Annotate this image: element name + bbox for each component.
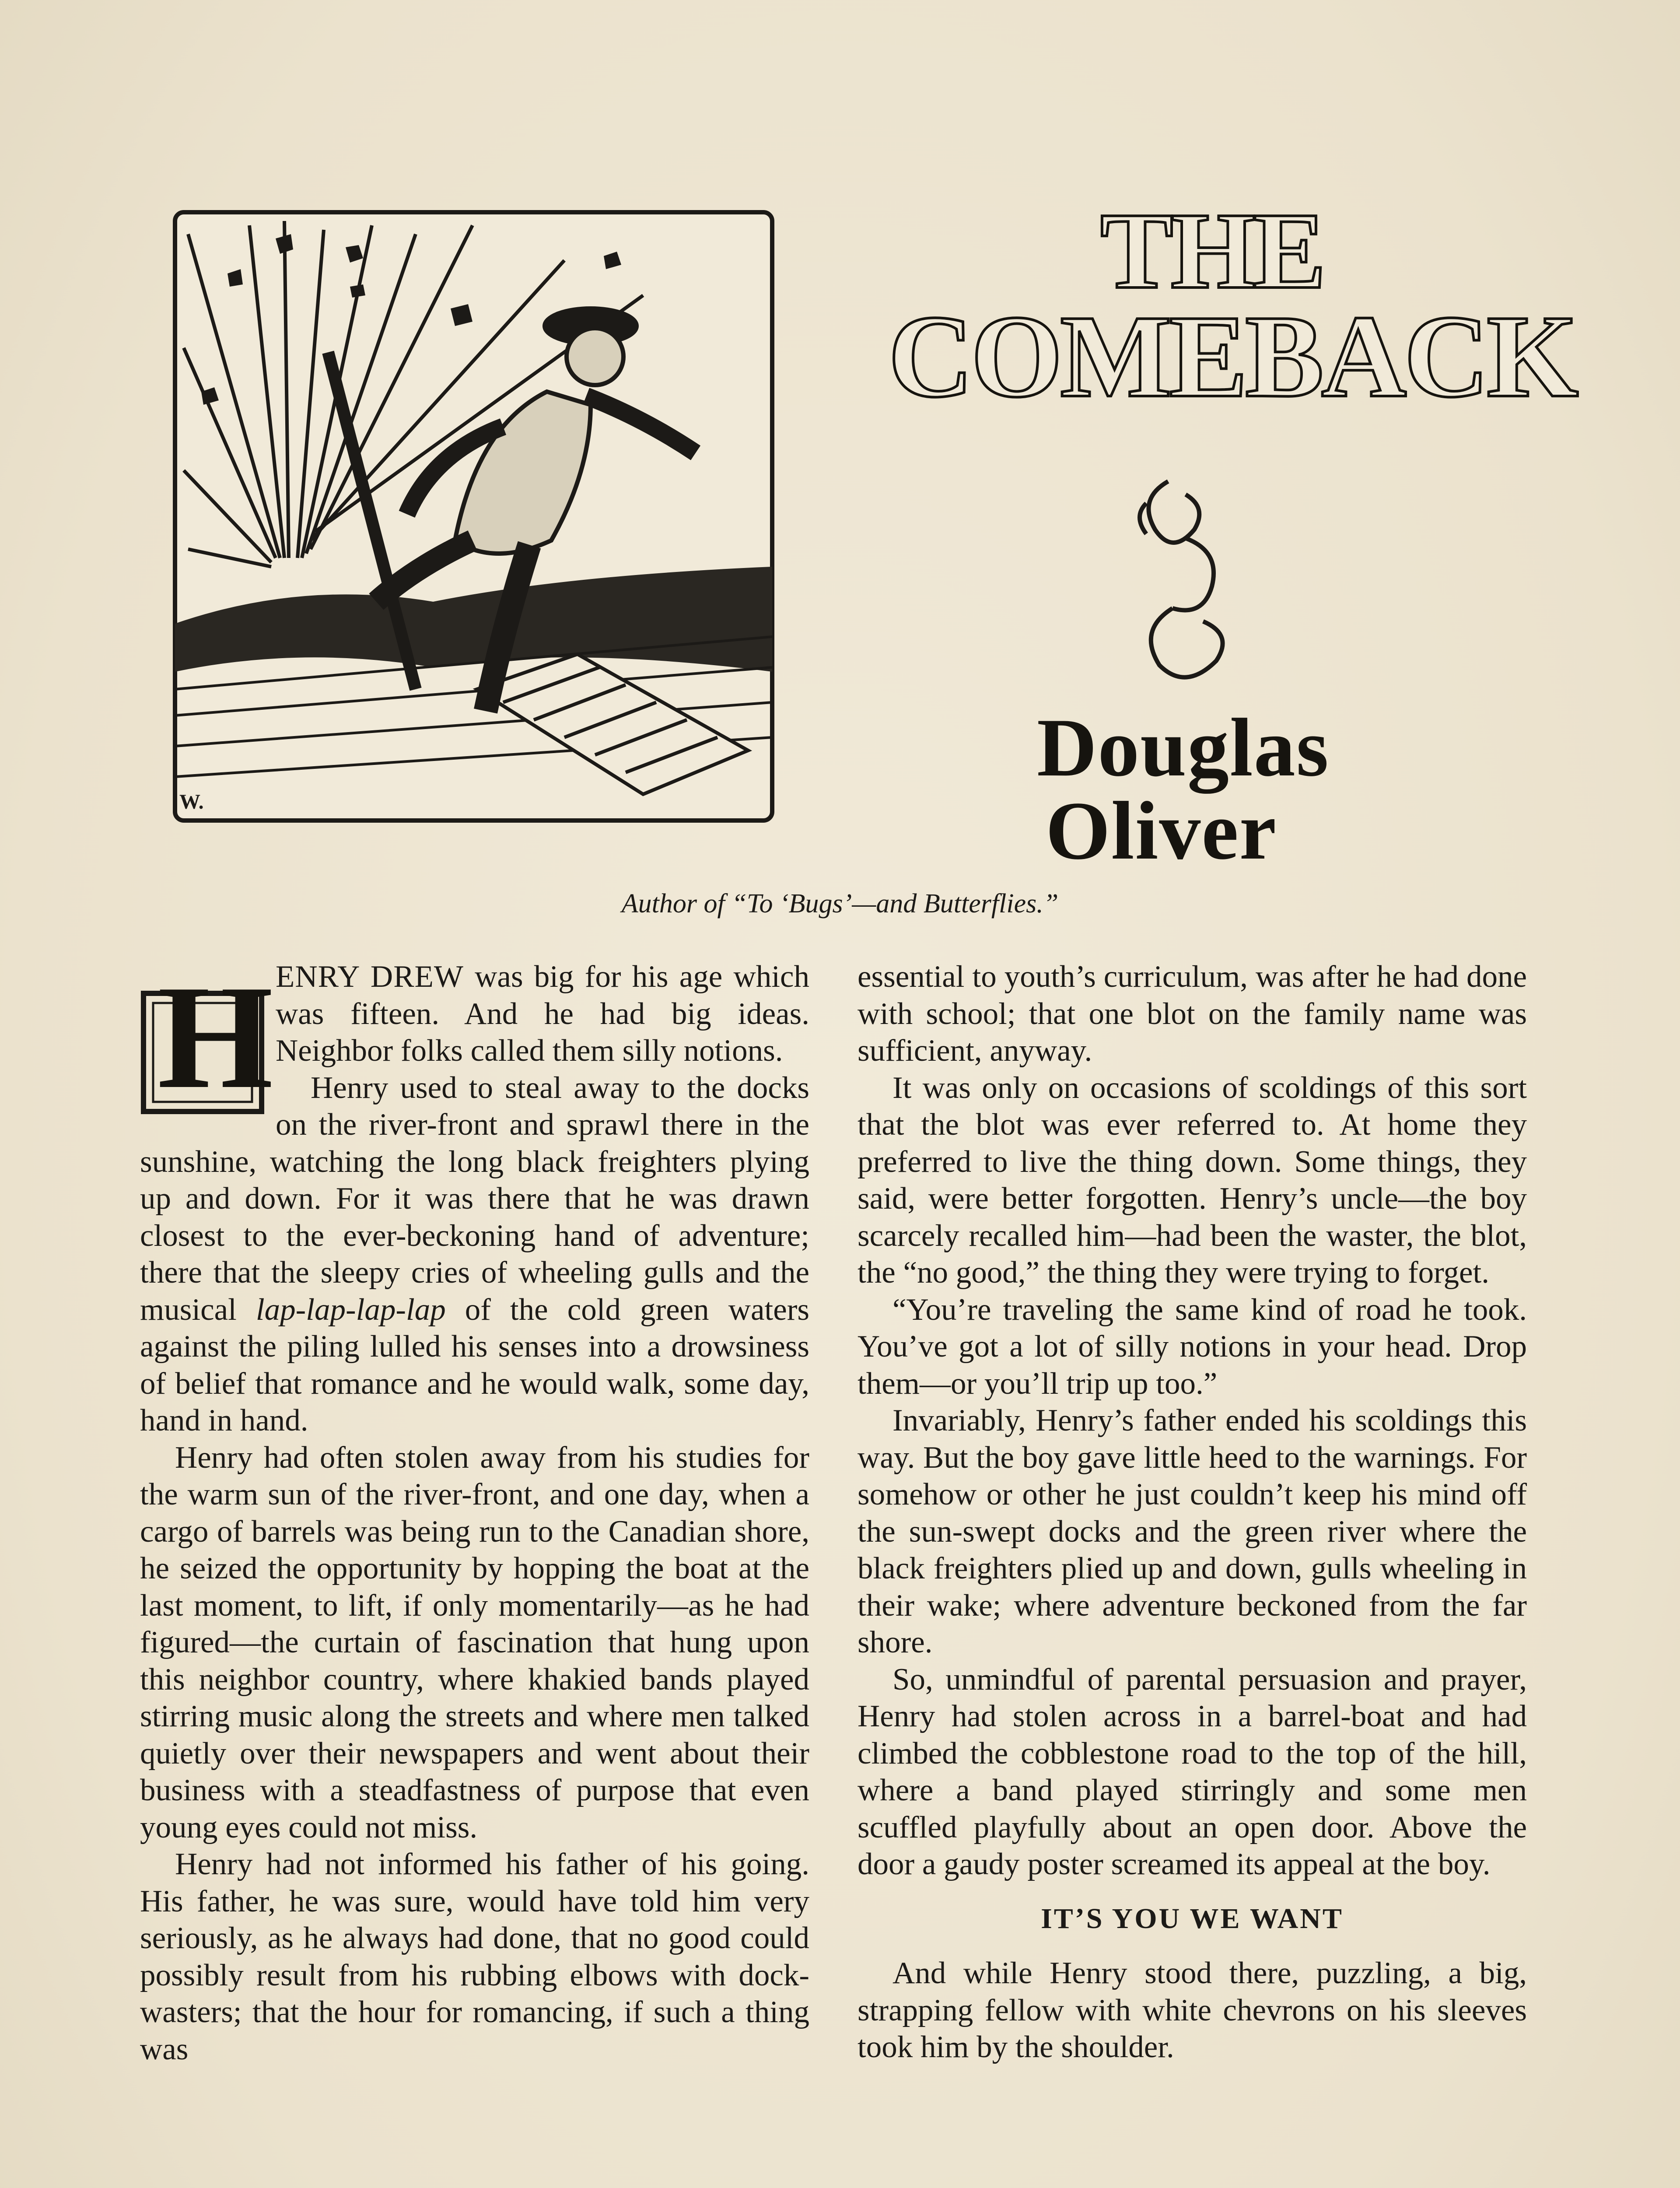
paragraph: Henry had often stolen away from his studies for the warm sun of the river-front, and one day, when a cargo of barrels was being run to the Canadian shore, he seized the opportunity by hopping the boat at the last moment, to lift, if only momentarily—as he had figured—the curtain of fascination that hung upon this neighbor country, where khakied bands played stirring music along the streets and where men talked quietly over their newspapers and went about their business with a steadfastness of purpose that even young eyes could not miss. <box>140 1440 809 1844</box>
soldier-illustration <box>171 208 777 825</box>
paragraph-text: Henry used to steal away to the docks on the river-front and sprawl there in the sunshine, watching the long black freighters plying up and down. For it was there that he was drawn closest to the ever-beckoning hand of adventure; there that the sleepy cries of wheeling gulls and the musical <box>140 1070 809 1327</box>
author-last-name: Oliver <box>1046 785 1278 877</box>
paragraph: “You’re traveling the same kind of road he took. You’ve got a lot of silly notions in your head. Drop them—or you’ll trip up too.” <box>858 1292 1527 1401</box>
title-line-1: THE <box>1100 190 1323 312</box>
article-column-right <box>858 958 1527 2066</box>
paragraph: So, unmindful of parental persuasion and prayer, Henry had stolen across in a barrel-boat and had climbed the cobblestone road to the top of the hill, where a band played stirringly and some men scuffled playfully about an open door. Above the door a gaudy poster screamed its appeal at the boy. <box>858 1662 1527 1881</box>
dropcap-letter: H <box>158 954 273 1119</box>
author-caption: Author of “To ‘Bugs’—and Butterflies.” <box>621 889 1059 919</box>
paragraph <box>140 1069 809 1439</box>
paragraph: Henry had not informed his father of his going. His father, he was sure, would have told him very seriously, as he always had done, that no good could possibly result from his rubbing elbows with dock-wasters; that the hour for romancing, if such a thing was <box>140 1847 809 2066</box>
paragraph: essential to youth’s curriculum, was after he had done with school; that one blot on the family name was sufficient, anyway. <box>858 960 1527 1068</box>
article-column-left <box>140 954 809 2068</box>
paragraph: It was only on occasions of scoldings of this sort that the blot was ever referred to. At home they preferred to live the thing down. Some things, they said, were better forgotten. Henry’s uncle—the boy scarcely recalled him—had been the waster, the blot, the “no good,” the thing they were trying to forget. <box>858 1070 1527 1290</box>
dropcap <box>140 954 273 1119</box>
lead-caps: ENRY DREW <box>276 960 464 994</box>
section-subhead: IT’S YOU WE WANT <box>1041 1902 1344 1935</box>
paragraph: Invariably, Henry’s father ended his scoldings this way. But the boy gave little heed to the warnings. For somehow or other he just couldn’t keep his mind off the sun-swept docks and the green river where the black freighters plied up and down, gulls wheeling in their wake; where adventure beckoned from the far shore. <box>858 1403 1527 1659</box>
byline-by-flourish <box>1120 464 1251 700</box>
author-first-name: Douglas <box>1037 702 1330 794</box>
paragraph <box>140 954 809 1119</box>
paragraph-text: was big for his age which was fifteen. And he had big ideas. Neighbor folks called them silly notions. <box>276 960 809 1068</box>
paragraph-text: of the cold green waters against the piling lulled his senses into a drowsiness of belief that romance and he would walk, some day, hand in hand. <box>140 1292 809 1438</box>
paragraph: And while Henry stood there, puzzling, a big, strapping fellow with white chevrons on his sleeves took him by the shoulder. <box>858 1956 1527 2064</box>
title-line-2: COMEBACK <box>888 291 1576 422</box>
artist-initial: W. <box>179 790 204 813</box>
italic-phrase: lap-lap-lap-lap <box>256 1292 446 1327</box>
